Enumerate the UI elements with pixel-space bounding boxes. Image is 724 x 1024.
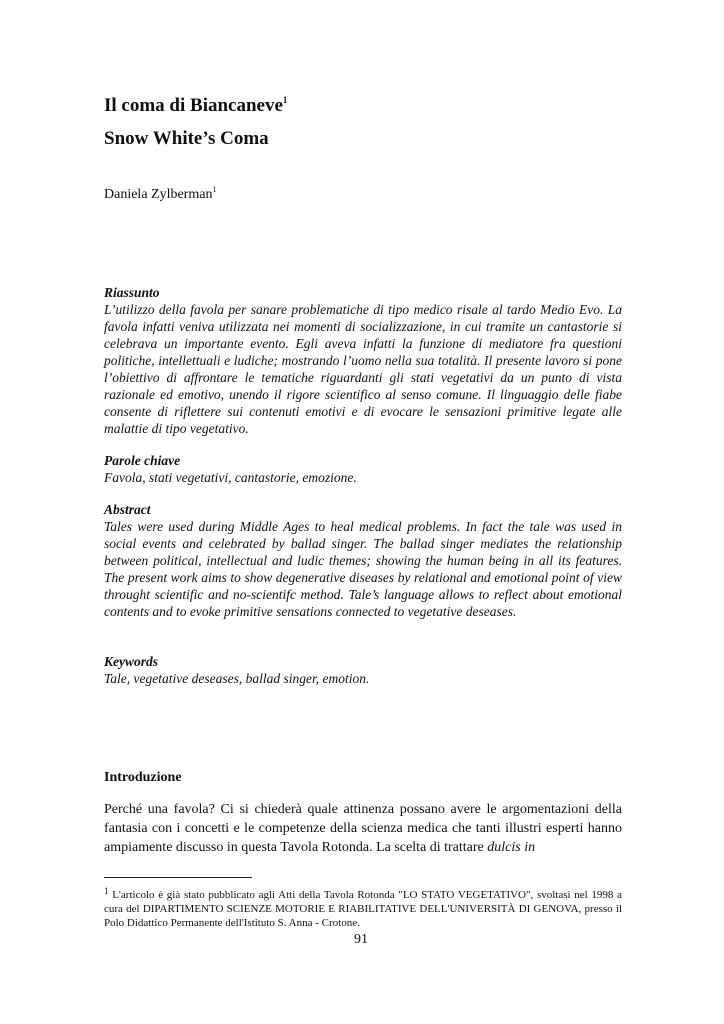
title-italian-text: Il coma di Biancaneve [104, 95, 283, 116]
keywords-text: Tale, vegetative deseases, ballad singer, emotion. [104, 671, 370, 686]
author-name: Daniela Zylberman [104, 187, 213, 202]
title-english: Snow White’s Coma [104, 128, 269, 149]
riassunto-heading: Riassunto [104, 285, 160, 300]
page-number: 91 [354, 932, 368, 947]
keywords-section [104, 653, 622, 687]
keywords-heading: Keywords [104, 654, 158, 669]
introduzione-heading: Introduzione [104, 770, 182, 785]
introduzione-italic-text: dulcis in [487, 840, 536, 855]
parole-chiave-text: Favola, stati vegetativi, cantastorie, emozione. [104, 470, 357, 485]
abstract-heading: Abstract [104, 502, 151, 517]
footnote-marker: 1 [104, 886, 109, 896]
author-footnote-marker: 1 [212, 185, 217, 194]
footnote-text: L'articolo è già stato pubblicato agli Atti della Tavola Rotonda "LO STATO VEGETATIVO", svoltasi nel 1998 a cura del DIPARTIMENTO SCIENZE MOTORIE E RIABILITATIVE DELL'UNIVERSITÀ DI GENOVA, presso il Polo Didattico Permanente dell'Istituto S. Anna - Crotone. [104, 889, 622, 929]
footnote-divider [104, 877, 252, 878]
introduzione-text: Perché una favola? Ci si chiederà quale attinenza possano avere le argomentazioni della fantasia con i concetti e le competenze della scienza medica che tanti illustri esperti hanno ampiamente discusso in questa Tavola Rotonda. La scelta di trattare [104, 802, 622, 855]
abstract-section [104, 501, 622, 620]
introduzione-paragraph [104, 800, 622, 857]
abstract-text: Tales were used during Middle Ages to heal medical problems. In fact the tale was used in social events and celebrated by ballad singer. The ballad singer mediates the relationship between political, intellectual and ludic themes; showing the human being in all its features. The present work aims to show degenerative diseases by relational and emotional point of view throught scientific and no-scientifc method. Tale’s language allows to reflect about emotional contents and to evoke primitive sensations connected to vegetative deseases. [104, 519, 622, 619]
title-italian [104, 89, 287, 117]
footnote [104, 884, 622, 930]
riassunto-text: L’utilizzo della favola per sanare problematiche di tipo medico risale al tardo Medio Evo. La favola infatti veniva utilizzata nei momenti di socializzazione, in cui tramite un cantastorie si celebrava un importante evento. Egli aveva infatti la funzione di mediatore fra questioni politiche, intellettuali e ludiche; mostrando l’uomo nella sua totalità. Il presente lavoro si pone l’obiettivo di affrontare le tematiche riguardanti gli stati vegetativi da un punto di vista razionale ed emotivo, unendo il rigore scientifico al senso comune. Il linguaggio delle fiabe consente di riflettere sui contenuti emotivi e di evocare le sensazioni primitive legate alle malattie di tipo vegetativo. [104, 302, 622, 436]
author [104, 181, 216, 204]
parole-chiave-section [104, 452, 622, 486]
riassunto-section [104, 284, 622, 437]
title-footnote-marker: 1 [282, 95, 288, 105]
parole-chiave-heading: Parole chiave [104, 453, 181, 468]
